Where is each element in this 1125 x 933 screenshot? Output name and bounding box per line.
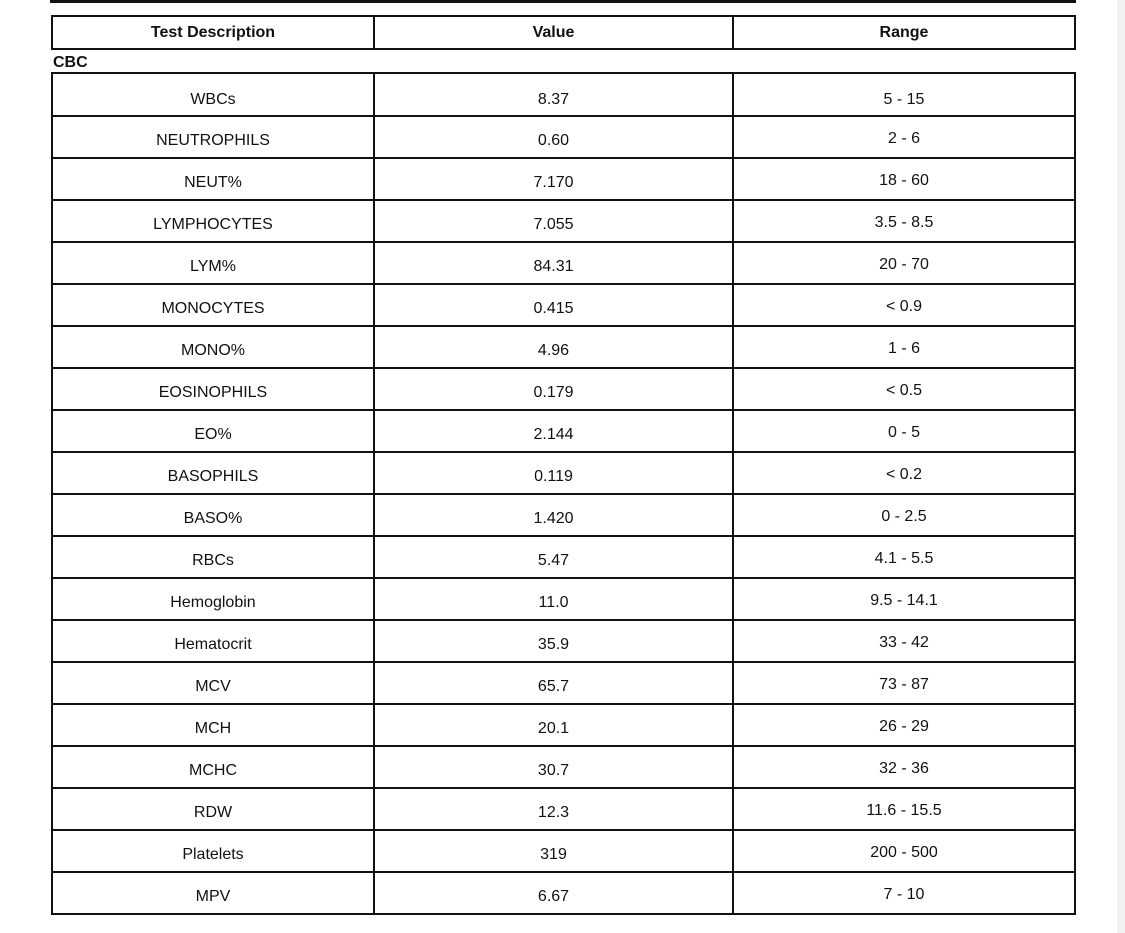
range-cell: 4.1 - 5.5 bbox=[732, 537, 1074, 577]
range-cell: 3.5 - 8.5 bbox=[732, 201, 1074, 241]
table-row bbox=[53, 703, 1074, 745]
value-cell: 0.179 bbox=[373, 369, 732, 409]
test-name-cell: RDW bbox=[193, 804, 233, 821]
test-name-cell: EO% bbox=[194, 426, 232, 443]
test-name-cell: MONO% bbox=[181, 342, 245, 359]
range-cell: 9.5 - 14.1 bbox=[732, 579, 1074, 619]
table-row bbox=[53, 451, 1074, 493]
range-cell: < 0.5 bbox=[732, 369, 1074, 409]
range-cell: 26 - 29 bbox=[732, 705, 1074, 745]
table-row bbox=[53, 115, 1074, 157]
range-cell: 20 - 70 bbox=[732, 243, 1074, 283]
table-row bbox=[53, 283, 1074, 325]
test-name-cell: WBCs bbox=[190, 90, 236, 108]
range-cell: 200 - 500 bbox=[732, 831, 1074, 871]
value-cell: 0.415 bbox=[373, 285, 732, 325]
range-cell: 7 - 10 bbox=[732, 873, 1074, 913]
table-row bbox=[53, 157, 1074, 199]
value-cell: 8.37 bbox=[373, 74, 732, 115]
test-name-cell: Hematocrit bbox=[174, 636, 252, 653]
range-cell: 1 - 6 bbox=[732, 327, 1074, 367]
results-table bbox=[51, 72, 1076, 915]
value-cell: 2.144 bbox=[373, 411, 732, 451]
table-row bbox=[53, 74, 1074, 115]
value-cell: 12.3 bbox=[373, 789, 732, 829]
table-row bbox=[53, 241, 1074, 283]
value-cell: 35.9 bbox=[373, 621, 732, 661]
value-cell: 11.0 bbox=[373, 579, 732, 619]
table-row bbox=[53, 661, 1074, 703]
table-row bbox=[53, 619, 1074, 661]
table-row bbox=[53, 535, 1074, 577]
value-cell: 0.119 bbox=[373, 453, 732, 493]
test-name-cell: RBCs bbox=[192, 552, 234, 569]
value-cell: 65.7 bbox=[373, 663, 732, 703]
table-row bbox=[53, 325, 1074, 367]
header-test-description: Test Description bbox=[150, 23, 276, 41]
top-border-rule bbox=[50, 0, 1076, 3]
test-name-cell: NEUT% bbox=[184, 174, 242, 191]
range-cell: < 0.9 bbox=[732, 285, 1074, 325]
test-name-cell: MPV bbox=[195, 888, 231, 905]
range-cell: < 0.2 bbox=[732, 453, 1074, 493]
header-value: Value bbox=[373, 17, 732, 48]
table-row bbox=[53, 199, 1074, 241]
table-row bbox=[53, 367, 1074, 409]
table-header-row bbox=[51, 15, 1076, 50]
value-cell: 319 bbox=[373, 831, 732, 871]
test-name-cell: MCHC bbox=[189, 762, 237, 779]
range-cell: 33 - 42 bbox=[732, 621, 1074, 661]
range-cell: 5 - 15 bbox=[732, 74, 1074, 115]
range-cell: 32 - 36 bbox=[732, 747, 1074, 787]
test-name-cell: BASOPHILS bbox=[167, 468, 259, 485]
table-row bbox=[53, 745, 1074, 787]
value-cell: 20.1 bbox=[373, 705, 732, 745]
range-cell: 2 - 6 bbox=[732, 117, 1074, 157]
table-row bbox=[53, 871, 1074, 913]
test-name-cell: Hemoglobin bbox=[170, 594, 256, 611]
value-cell: 6.67 bbox=[373, 873, 732, 913]
section-label-cbc: CBC bbox=[53, 54, 88, 71]
table-row bbox=[53, 829, 1074, 871]
header-range: Range bbox=[732, 17, 1074, 48]
range-cell: 73 - 87 bbox=[732, 663, 1074, 703]
test-name-cell: LYMPHOCYTES bbox=[153, 216, 273, 233]
value-cell: 5.47 bbox=[373, 537, 732, 577]
value-cell: 30.7 bbox=[373, 747, 732, 787]
test-name-cell: LYM% bbox=[190, 258, 236, 275]
range-cell: 18 - 60 bbox=[732, 159, 1074, 199]
value-cell: 84.31 bbox=[373, 243, 732, 283]
value-cell: 4.96 bbox=[373, 327, 732, 367]
test-name-cell: MCV bbox=[195, 678, 231, 695]
test-name-cell: Platelets bbox=[182, 846, 244, 863]
test-name-cell: EOSINOPHILS bbox=[158, 384, 268, 401]
table-row bbox=[53, 787, 1074, 829]
range-cell: 0 - 2.5 bbox=[732, 495, 1074, 535]
test-name-cell: BASO% bbox=[183, 510, 243, 527]
value-cell: 7.055 bbox=[373, 201, 732, 241]
test-name-cell: NEUTROPHILS bbox=[156, 132, 270, 149]
test-name-cell: MCH bbox=[194, 720, 232, 737]
range-cell: 0 - 5 bbox=[732, 411, 1074, 451]
table-row bbox=[53, 493, 1074, 535]
test-name-cell: MONOCYTES bbox=[161, 300, 265, 317]
value-cell: 1.420 bbox=[373, 495, 732, 535]
range-cell: 11.6 - 15.5 bbox=[732, 789, 1074, 829]
table-row bbox=[53, 577, 1074, 619]
value-cell: 0.60 bbox=[373, 117, 732, 157]
value-cell: 7.170 bbox=[373, 159, 732, 199]
table-row bbox=[53, 409, 1074, 451]
